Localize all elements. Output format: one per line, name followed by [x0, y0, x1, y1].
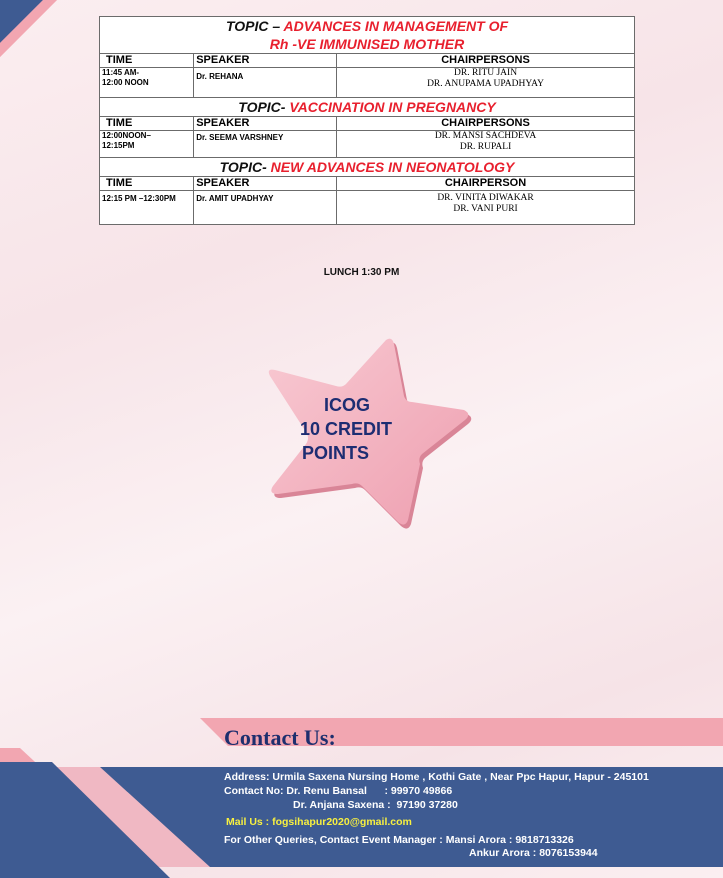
session-topic: TOPIC- VACCINATION IN PREGNANCY: [100, 98, 635, 117]
topic-title-line2: Rh -VE IMMUNISED MOTHER: [269, 36, 465, 52]
session-topic: TOPIC- NEW ADVANCES IN NEONATOLOGY: [100, 158, 635, 177]
session-time: 11:45 AM- 12:00 NOON: [100, 68, 194, 98]
header-chairpersons: CHAIRPERSONS: [337, 117, 635, 131]
lunch-time: LUNCH 1:30 PM: [323, 267, 400, 278]
session-time: 12:00NOON– 12:15PM: [100, 131, 194, 158]
session-time: 12:15 PM –12:30PM: [100, 191, 194, 225]
header-time: TIME: [100, 117, 194, 131]
badge-line3: POINTS: [302, 443, 370, 463]
header-chairpersons: CHAIRPERSONS: [337, 54, 635, 68]
topic-title: ADVANCES IN MANAGEMENT OF: [283, 18, 509, 34]
header-time: TIME: [100, 54, 194, 68]
session-chairpersons: DR. VINITA DIWAKAR DR. VANI PURI: [337, 191, 635, 225]
header-time: TIME: [100, 177, 194, 191]
badge-line2: 10 CREDIT: [300, 419, 393, 439]
contact-number-2: Dr. Anjana Saxena : 97190 37280: [293, 799, 458, 811]
header-speaker: SPEAKER: [194, 54, 337, 68]
contact-title: Contact Us:: [224, 725, 336, 750]
session-chairpersons: DR. MANSI SACHDEVA DR. RUPALI: [337, 131, 635, 158]
contact-queries-1: For Other Queries, Contact Event Manager : Mansi Arora : 9818713326: [224, 834, 574, 846]
badge-line1: ICOG: [324, 395, 371, 415]
topic-prefix: TOPIC –: [225, 18, 284, 34]
header-speaker: SPEAKER: [194, 117, 337, 131]
header-speaker: SPEAKER: [194, 177, 337, 191]
session-speaker: Dr. SEEMA VARSHNEY: [194, 131, 337, 158]
contact-queries-2: Ankur Arora : 8076153944: [469, 847, 598, 859]
contact-number-1: Contact No: Dr. Renu Bansal : 99970 49866: [224, 785, 453, 797]
header-chairpersons: CHAIRPERSON: [337, 177, 635, 191]
session-speaker: Dr. REHANA: [194, 68, 337, 98]
session-chairpersons: DR. RITU JAIN DR. ANUPAMA UPADHYAY: [337, 68, 635, 98]
contact-address: Address: Urmila Saxena Nursing Home , Kothi Gate , Near Ppc Hapur, Hapur - 245101: [224, 771, 649, 783]
contact-email[interactable]: Mail Us : fogsihapur2020@gmail.com: [226, 816, 412, 828]
session-speaker: Dr. AMIT UPADHYAY: [194, 191, 337, 225]
